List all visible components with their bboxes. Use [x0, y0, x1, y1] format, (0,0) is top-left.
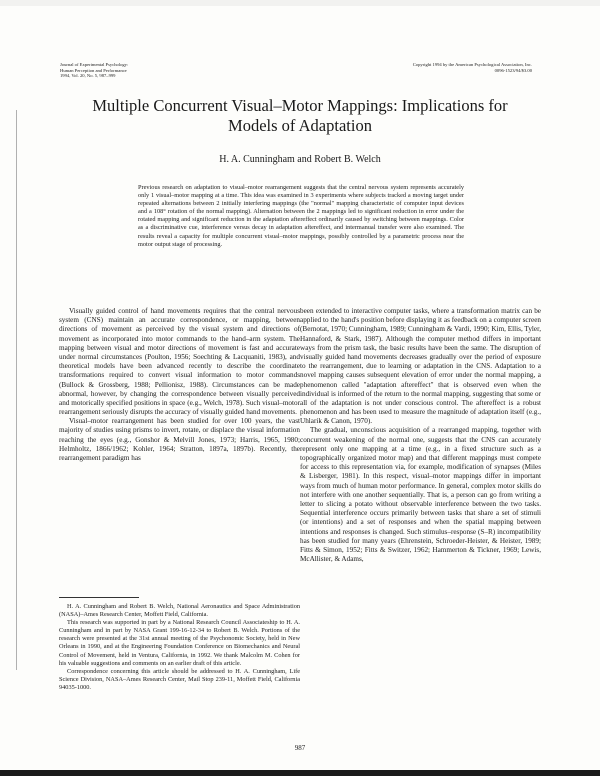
- scan-edge-top: [0, 0, 600, 6]
- footnote-affiliation: H. A. Cunningham and Robert B. Welch, National Aeronautics and Space Administration (NASA)–Ames Research Center, Moffett Field, California.: [59, 603, 300, 619]
- scan-margin-line: [16, 110, 17, 670]
- copyright-line-1: Copyright 1994 by the American Psychological Association, Inc.: [412, 62, 532, 67]
- body-paragraph: Visually guided control of hand movements requires that the central nervous system (CNS) maintain an accurate correspondence, or mapping, between directions of movement as perceived by the visual system and directions of movement as incorporated into motor commands to the hand–arm system. The mapping between visual and motor directions of movement is fast and accurate under normal circumstances (Poulton, 1956; Soechting & Lacquaniti, 1983), and theoretical models have been advanced recently to describe the coordinate transformations required to convert visual information to motor commands (Bullock & Grossberg, 1988; Pellionisz, 1988). Circumstances can be made abnormal, however, by changing the correspondence between visually perceived and motorically specified positions in space (e.g., Welch, 1978). Such visual–motor rearrangement seriously disrupts the accuracy of visually guided hand movements.: [59, 307, 300, 417]
- right-column: [300, 307, 541, 564]
- title-line-1: Multiple Concurrent Visual–Motor Mappings: Implications for: [92, 96, 508, 115]
- journal-citation: [60, 62, 128, 79]
- journal-line-1: Journal of Experimental Psychology:: [60, 62, 129, 67]
- title-line-2: Models of Adaptation: [228, 116, 372, 135]
- body-paragraph: Visual–motor rearrangement has been studied for over 100 years, the vast majority of studies using prisms to invert, rotate, or displace the visual information reaching the eyes (e.g., Gonshor & Melvill Jones, 1973; Harris, 1965, 1980; Helmholtz, 1866/1962; Kohler, 1964; Stratton, 1897a, 1897b). Recently, the rearrangement paradigm has: [59, 417, 300, 462]
- copyright-notice: [413, 62, 532, 73]
- author-notes: [59, 603, 300, 692]
- journal-line-3: 1994, Vol. 20, No. 5, 987–999: [60, 73, 116, 79]
- footnote-support: This research was supported in part by a National Research Council Associateship to H. A. Cunningham and in part by NASA Grant 199-16-12-34 to Robert B. Welch. Portions of the research were presented at the 31st annual meeting of the Psychonomic Society, held in New Orleans in 1990, and at the Engineering Foundation Conference on Biomechanics and Neural Control of Movement, held in Ventura, California, in 1992. We thank Malcolm M. Cohen for his valuable suggestions and comments on an earlier draft of this article.: [59, 619, 300, 667]
- footnote-correspondence: Correspondence concerning this article should be addressed to H. A. Cunningham, Life Science Division, NASA–Ames Research Center, Mail Stop 239-11, Moffett Field, California 94035-1000.: [59, 667, 300, 691]
- left-column: [59, 307, 300, 463]
- body-paragraph: been extended to interactive computer tasks, where a transformation matrix can be applied to the hand's position before displaying it as feedback on a computer screen (Bernotat, 1970; Cunningham, 1989; Cunningham & Vardi, 1990; Kim, Ellis, Tyler, Hannaford, & Stark, 1987). Although the computer method differs in important ways from the prism task, the basic results have been the same. The disruption of visually guided hand movements decreases gradually over the period of exposure to the rearrangement, due to learning or adaptation in the CNS. Adaptation to a novel mapping causes subsequent elevation of error under the normal mapping, a phenomenon called "adaptation aftereffect" that is observed even when the individual is informed of the return to the normal mapping, suggesting that some or all of the adaptation is not under conscious control. The aftereffect is a robust phenomenon and has been used to measure the magnitude of adaptation itself (e.g., Uhlarik & Canon, 1970).: [300, 307, 541, 426]
- scan-edge-bottom: [0, 770, 600, 776]
- abstract: Previous research on adaptation to visual–motor rearrangement suggests that the central nervous system represents accurately only 1 visual–motor mapping at a time. This idea was examined in 3 experiments where subjects tracked a moving target under repeated alternations between 2 initially interfering mappings (the "normal" mapping characteristic of computer input devices and a 108° rotation of the normal mapping). Alternation between the 2 mappings led to significant reduction in error under the rotated mapping and significant reduction in the adaptation aftereffect ordinarily caused by switching between mappings. Color as a discriminative cue, interference versus decay in adaptation aftereffect, and intermanual transfer were also examined. The results reveal a capacity for multiple concurrent visual–motor mappings, possibly controlled by a parametric process near the motor output stage of processing.: [138, 184, 464, 248]
- article-title: [60, 96, 540, 136]
- body-paragraph: The gradual, unconscious acquisition of a rearranged mapping, together with concurrent weakening of the normal one, suggests that the CNS can accurately represent only one mapping at a time (e.g., in a fixed structure such as a topographically organized motor map) and that different mappings must compete for access to this representation via, for example, modification of synapses (Miles & Lisberger, 1981). In this respect, visual–motor mappings differ in important ways from much of human motor performance. In general, complex motor skills do not interfere with one another sequentially. That is, a person can go from writing a letter to slicing a potato without observable interference between the two tasks. Sequential interference occurs primarily between tasks that share a set of stimuli (or intentions) and a set of responses and when the spatial mapping between intentions and responses is changed. Such stimulus–response (S–R) incompatibility has been studied for many years (Ehrenstein, Schroeder-Heister, & Heister, 1989; Fitts & Simon, 1952; Fitts & Switzer, 1962; Hammerton & Tickner, 1969; Lewis, McAllister, & Adams,: [300, 426, 541, 564]
- journal-line-2: Human Perception and Performance: [60, 67, 127, 73]
- copyright-line-2: 0096-1523/94/$3.00: [494, 67, 532, 73]
- page-number: 987: [294, 744, 306, 752]
- footnote-rule: [59, 597, 139, 598]
- authors: H. A. Cunningham and Robert B. Welch: [219, 154, 381, 165]
